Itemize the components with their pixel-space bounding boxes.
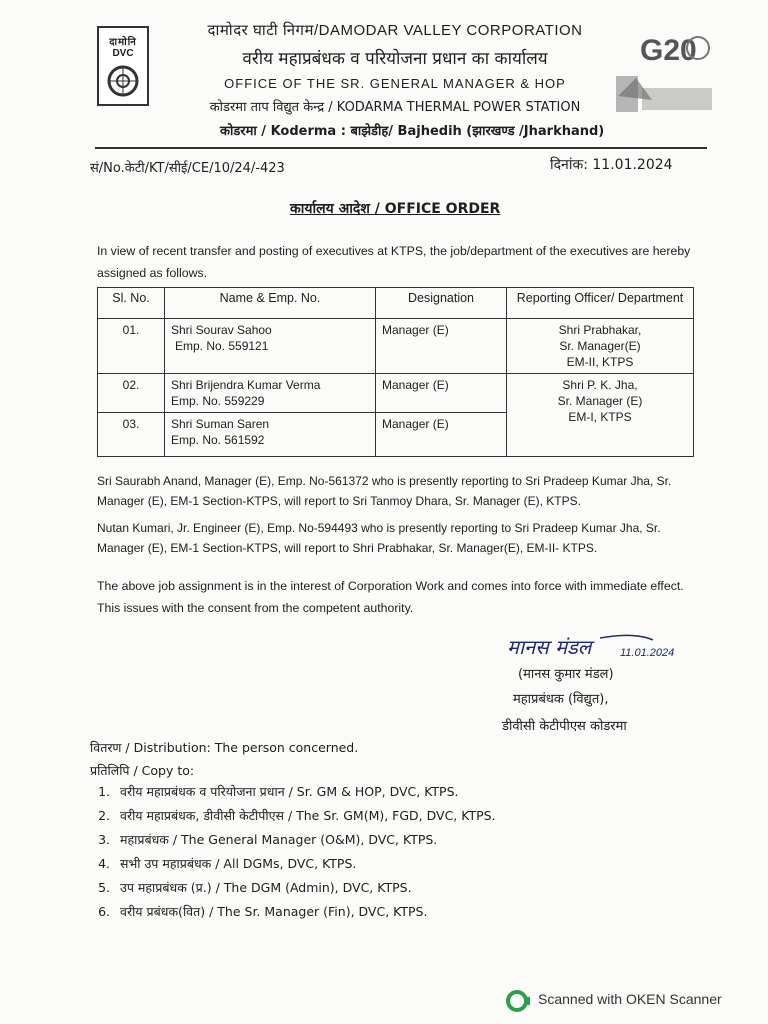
paragraph-saurabh: Sri Saurabh Anand, Manager (E), Emp. No-561372 who is presently reporting to Sri Pradeep Kumar Jha, Sr. Manager (E), EM-1 Section-KTPS, will report to Sri Tanmoy Dhara, Sr. Manager (E), KTPS.	[97, 474, 672, 508]
cell-name	[165, 374, 376, 413]
employee-number: Emp. No. 559121	[175, 339, 269, 353]
org-name: दामोदर घाटी निगम/DAMODAR VALLEY CORPORATION	[207, 22, 583, 39]
cell-sl: 02.	[98, 374, 165, 413]
list-item: 4. सभी उप महाप्रबंधक / All DGMs, DVC, KTPS.	[114, 852, 634, 876]
cell-name	[165, 413, 376, 457]
office-hindi: वरीय महाप्रबंधक व परियोजना प्रधान का कार्यालय	[242, 49, 548, 69]
logo-text-dvc: DVC	[112, 48, 134, 59]
reporting-line: Sr. Manager(E)	[559, 339, 641, 353]
list-item: 6. वरीय प्रबंधक(वित) / The Sr. Manager (Fin), DVC, KTPS.	[114, 900, 634, 924]
date-value: 11.01.2024	[592, 157, 673, 173]
list-item: 5. उप महाप्रबंधक (प्र.) / The DGM (Admin), DVC, KTPS.	[114, 876, 634, 900]
handwritten-signature	[505, 628, 715, 668]
employee-number: Emp. No. 561592	[171, 433, 265, 447]
list-item: 2. वरीय महाप्रबंधक, डीवीसी केटीपीएस / The Sr. GM(M), FGD, DVC, KTPS.	[114, 804, 634, 828]
header-sl-no: Sl. No.	[98, 288, 165, 319]
header-reporting: Reporting Officer/ Department	[507, 288, 694, 319]
scanner-watermark: Scanned with OKEN Scanner	[538, 991, 722, 1007]
scanner-logo-icon	[506, 990, 532, 1012]
employee-name: Shri Sourav Sahoo	[171, 323, 272, 337]
cell-designation: Manager (E)	[376, 319, 507, 374]
order-date	[550, 155, 673, 174]
cell-reporting	[507, 319, 694, 374]
logo-text-hindi: दामोनि	[109, 37, 137, 48]
cell-reporting	[507, 374, 694, 457]
reporting-line: Shri P. K. Jha,	[562, 378, 638, 392]
g20-logo	[612, 26, 718, 116]
office-english: OFFICE OF THE SR. GENERAL MANAGER & HOP	[224, 76, 566, 91]
cell-designation: Manager (E)	[376, 413, 507, 457]
reporting-line: EM-II, KTPS	[566, 355, 634, 369]
signatory-designation: महाप्रबंधक (विद्युत),	[513, 692, 609, 707]
signatory-org: डीवीसी केटीपीएस कोडरमा	[502, 719, 627, 734]
copy-list	[92, 780, 634, 924]
employee-name: Shri Brijendra Kumar Verma	[171, 378, 321, 392]
reporting-line: Shri Prabhakar,	[558, 323, 642, 337]
date-label: दिनांक:	[550, 157, 588, 173]
header-designation: Designation	[376, 288, 507, 319]
table-row	[98, 374, 694, 413]
reference-number: सं/No.केटी/KT/सीई/CE/10/24/-423	[90, 161, 285, 176]
paragraph-nutan: Nutan Kumari, Jr. Engineer (E), Emp. No-594493 who is presently reporting to Sri Pradeep Kumar Jha, Sr. Manager (E), EM-1 Section-KTPS, will report to Shri Prabhakar, Sr. Manager(E), EM-II- KTPS.	[97, 521, 661, 555]
dvc-emblem-icon	[105, 63, 141, 99]
copy-label: प्रतिलिपि / Copy to:	[90, 763, 195, 778]
header-name: Name & Emp. No.	[165, 288, 376, 319]
intro-paragraph: In view of recent transfer and posting of executives at KTPS, the job/department of the executives are hereby assigned as follows.	[97, 244, 691, 280]
table-row	[98, 319, 694, 374]
list-item: 1. वरीय महाप्रबंधक व परियोजना प्रधान / Sr. GM & HOP, DVC, KTPS.	[114, 780, 634, 804]
employee-number: Emp. No. 559229	[171, 394, 265, 408]
station-name: कोडरमा ताप विद्युत केन्द्र / KODARMA THERMAL POWER STATION	[209, 100, 581, 115]
header-rule	[95, 147, 707, 149]
g20-logo-text: G20	[640, 34, 697, 67]
assignment-table	[97, 287, 694, 457]
signature-date: 11.01.2024	[620, 647, 675, 659]
reporting-line: EM-I, KTPS	[568, 410, 632, 424]
list-item: 3. महाप्रबंधक / The General Manager (O&M), DVC, KTPS.	[114, 828, 634, 852]
signatory-name: (मानस कुमार मंडल)	[518, 667, 614, 682]
cell-name	[165, 319, 376, 374]
page-title: कार्यालय आदेश / OFFICE ORDER	[290, 201, 501, 217]
employee-name: Shri Suman Saren	[171, 417, 270, 431]
cell-sl: 03.	[98, 413, 165, 457]
cell-sl: 01.	[98, 319, 165, 374]
reporting-line: Sr. Manager (E)	[557, 394, 643, 408]
g20-logo-icon	[612, 26, 718, 116]
distribution-line: वितरण / Distribution: The person concerned.	[90, 740, 359, 755]
cell-designation: Manager (E)	[376, 374, 507, 413]
dvc-logo	[97, 26, 149, 106]
signature-text: मानस मंडल	[507, 635, 592, 659]
paragraph-effect: The above job assignment is in the interest of Corporation Work and comes into force with immediate effect. This issues with the consent from the competent authority.	[97, 579, 684, 615]
table-header-row	[98, 288, 694, 319]
address: कोडरमा / Koderma : बाझेडीह/ Bajhedih (झारखण्ड /Jharkhand)	[220, 124, 605, 139]
